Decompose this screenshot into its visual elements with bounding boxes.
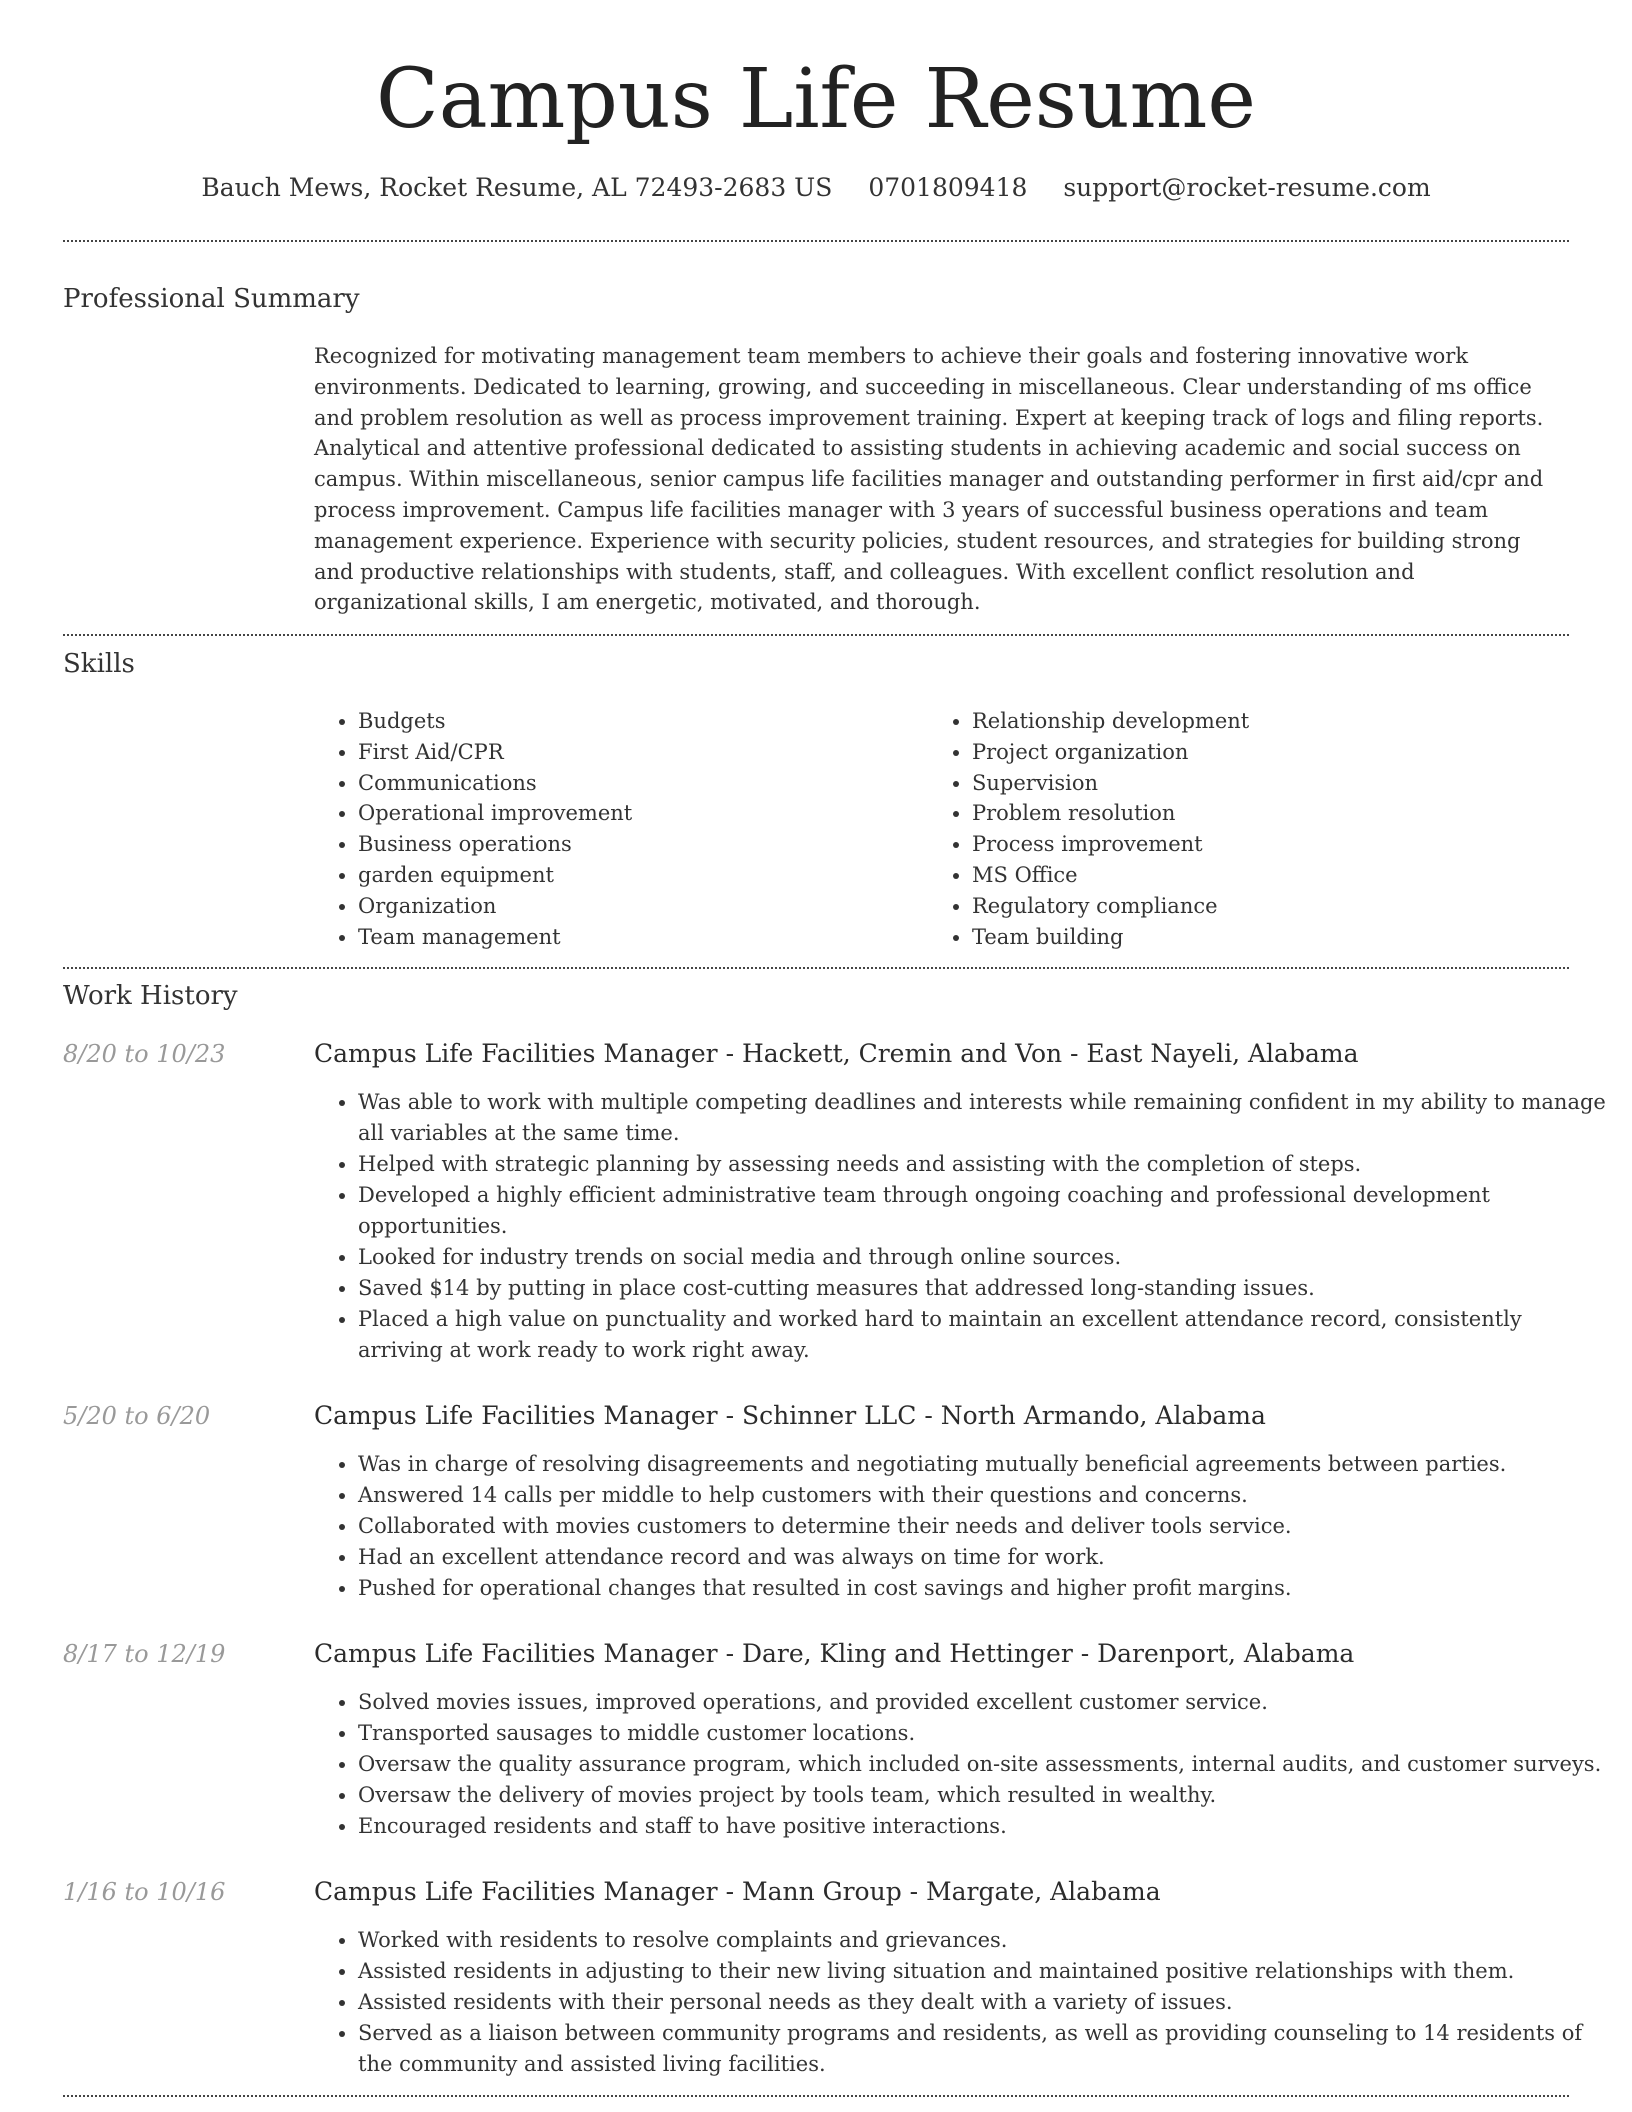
skill-item: • Problem resolution xyxy=(972,798,1249,829)
summary-heading: Professional Summary xyxy=(63,284,360,314)
summary-text: Recognized for motivating management team members to achieve their goals and fostering innovative work environments. Dedicated to learning, growing, and succeeding in miscellaneous. Clear understanding of ms office and problem resolution as well as process improvement training. Expert at keeping track of logs and filing reports. Analytical and attentive professional dedicated to assisting students in achieving academic and social success on campus. Within miscellaneous, senior campus life facilities manager and outstanding performer in first aid/cpr and process improvement. Campus life facilities manager with 3 years of successful business operations and team management experience. Experience with security policies, student resources, and strategies for building strong and productive relationships with students, staff, and colleagues. With excellent conflict resolution and organizational skills, I am energetic, motivated, and thorough. xyxy=(314,344,1544,615)
contact-email: support@rocket-resume.com xyxy=(1063,173,1431,202)
job-title: Campus Life Facilities Manager - Hackett, Cremin and Von - East Nayeli, Alabama xyxy=(314,1039,1359,1068)
skill-item: • Budgets xyxy=(358,706,632,737)
work-heading: Work History xyxy=(63,981,238,1011)
job-bullet: • Oversaw the delivery of movies project by tools team, which resulted in wealthy. xyxy=(358,1780,1608,1811)
job-bullet: • Developed a highly efficient administrative team through ongoing coaching and professional development opportunities. xyxy=(358,1180,1608,1242)
job-dates: 1/16 to 10/16 xyxy=(63,1878,226,1906)
job-bullet: • Had an excellent attendance record and was always on time for work. xyxy=(358,1542,1608,1573)
skill-item: • Process improvement xyxy=(972,829,1249,860)
skills-heading: Skills xyxy=(63,649,135,679)
divider xyxy=(63,967,1569,969)
job-bullet: • Assisted residents with their personal needs as they dealt with a variety of issues. xyxy=(358,1987,1608,2018)
job-title: Campus Life Facilities Manager - Dare, Kling and Hettinger - Darenport, Alabama xyxy=(314,1639,1355,1668)
job-dates: 5/20 to 6/20 xyxy=(63,1402,211,1430)
skill-item: • Team building xyxy=(972,922,1249,953)
skill-item: • Team management xyxy=(358,922,632,953)
skill-item: • Organization xyxy=(358,891,632,922)
skill-item: • First Aid/CPR xyxy=(358,737,632,768)
job-bullet: • Served as a liaison between community programs and residents, as well as providing counseling to 14 residents of the community and assisted living facilities. xyxy=(358,2018,1608,2080)
skill-item: • Regulatory compliance xyxy=(972,891,1249,922)
job-bullet: • Solved movies issues, improved operations, and provided excellent customer service. xyxy=(358,1687,1608,1718)
job-bullets xyxy=(314,1449,1608,1604)
job-dates: 8/17 to 12/19 xyxy=(63,1640,226,1668)
contact-phone: 0701809418 xyxy=(868,173,1028,202)
skill-item: • Relationship development xyxy=(972,706,1249,737)
job-bullet: • Worked with residents to resolve complaints and grievances. xyxy=(358,1925,1608,1956)
job-bullet: • Assisted residents in adjusting to their new living situation and maintained positive relationships with them. xyxy=(358,1956,1608,1987)
job-bullet: • Was in charge of resolving disagreements and negotiating mutually beneficial agreements between parties. xyxy=(358,1449,1608,1480)
skills-list-right xyxy=(928,706,1249,952)
skill-item: • Supervision xyxy=(972,768,1249,799)
job-bullet: • Was able to work with multiple competing deadlines and interests while remaining confident in my ability to manage all variables at the same time. xyxy=(358,1087,1608,1149)
divider xyxy=(63,634,1569,636)
divider xyxy=(63,2095,1569,2097)
divider xyxy=(63,240,1569,242)
job-title: Campus Life Facilities Manager - Mann Group - Margate, Alabama xyxy=(314,1877,1161,1906)
job-bullets xyxy=(314,1687,1608,1842)
job-bullet: • Saved $14 by putting in place cost-cutting measures that addressed long-standing issues. xyxy=(358,1273,1608,1304)
skill-item: • Project organization xyxy=(972,737,1249,768)
job-bullet: • Placed a high value on punctuality and worked hard to maintain an excellent attendance record, consistently arriving at work ready to work right away. xyxy=(358,1304,1608,1366)
job-bullet: • Transported sausages to middle customer locations. xyxy=(358,1718,1608,1749)
job-bullet: • Collaborated with movies customers to determine their needs and deliver tools service. xyxy=(358,1511,1608,1542)
skill-item: • MS Office xyxy=(972,860,1249,891)
skill-item: • Business operations xyxy=(358,829,632,860)
job-bullets xyxy=(314,1087,1608,1366)
skills-list-left xyxy=(314,706,632,952)
job-title: Campus Life Facilities Manager - Schinner LLC - North Armando, Alabama xyxy=(314,1401,1266,1430)
skill-item: • Communications xyxy=(358,768,632,799)
skill-item: • Operational improvement xyxy=(358,798,632,829)
job-bullet: • Answered 14 calls per middle to help customers with their questions and concerns. xyxy=(358,1480,1608,1511)
job-bullet: • Pushed for operational changes that resulted in cost savings and higher profit margins. xyxy=(358,1573,1608,1604)
job-bullets xyxy=(314,1925,1608,2080)
skill-item: • garden equipment xyxy=(358,860,632,891)
job-bullet: • Oversaw the quality assurance program, which included on-site assessments, internal audits, and customer surveys. xyxy=(358,1749,1608,1780)
contact-line xyxy=(0,170,1632,206)
job-bullet: • Looked for industry trends on social media and through online sources. xyxy=(358,1242,1608,1273)
job-bullet: • Encouraged residents and staff to have positive interactions. xyxy=(358,1811,1608,1842)
job-dates: 8/20 to 10/23 xyxy=(63,1040,226,1068)
contact-address: Bauch Mews, Rocket Resume, AL 72493-2683 US xyxy=(201,173,833,202)
resume-name: Campus Life Resume xyxy=(376,52,1256,147)
job-bullet: • Helped with strategic planning by assessing needs and assisting with the completion of steps. xyxy=(358,1149,1608,1180)
